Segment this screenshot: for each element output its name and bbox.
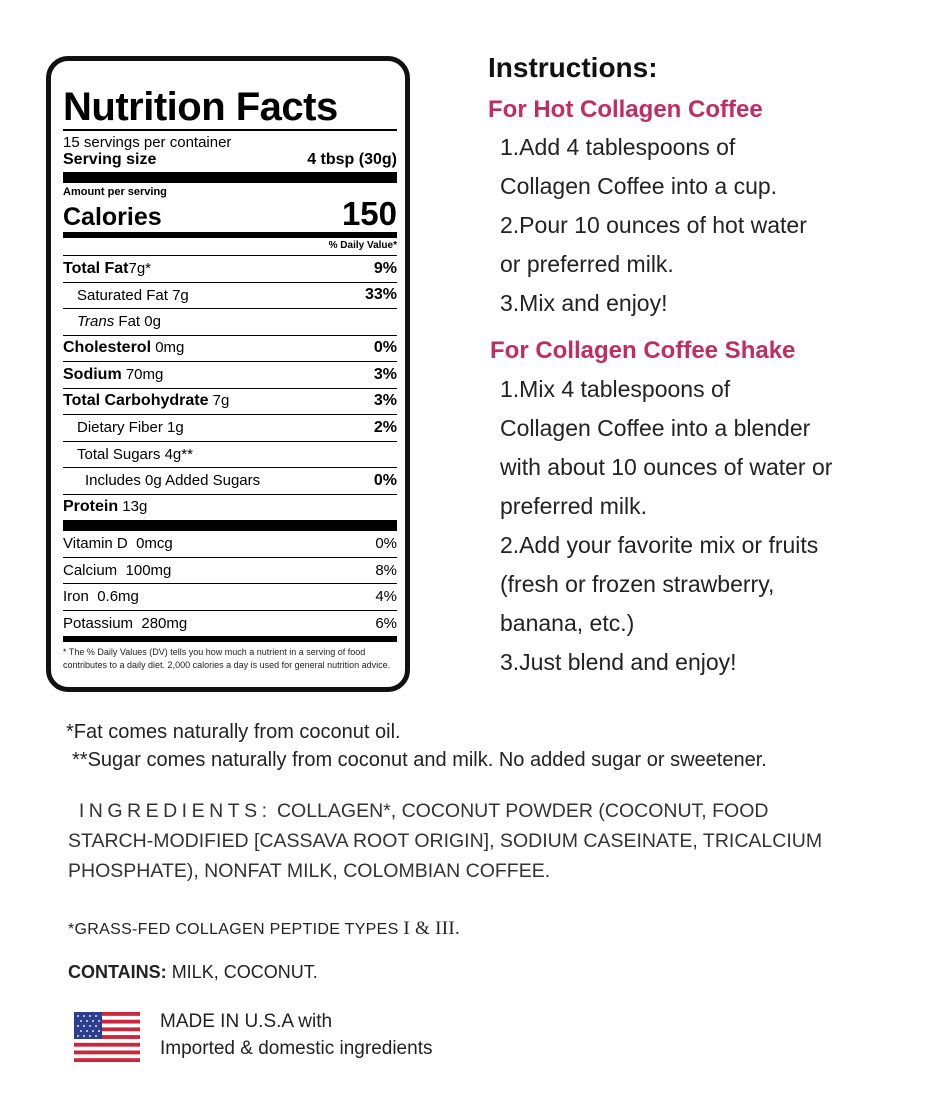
vitamin-name: Vitamin D: [63, 535, 128, 553]
nutrient-amount: 4g**: [164, 445, 193, 463]
nutrient-row-total-carbohydrate: [63, 389, 397, 416]
nutrient-row-total-sugars: [63, 442, 397, 469]
fat-note: *Fat comes naturally from coconut oil.: [66, 721, 401, 743]
calories-row: [63, 195, 397, 238]
nutrient-name: Sodium: [63, 365, 122, 383]
vitamin-dv: 4%: [375, 588, 397, 606]
shake-step-line: with about 10 ounces of water or: [500, 454, 833, 480]
nutrient-amount: Fat 0g: [118, 313, 161, 331]
ingredients-line-1: COLLAGEN*, COCONUT POWDER (COCONUT, FOOD: [276, 800, 769, 822]
vitamin-row-iron: [63, 584, 397, 611]
shake-step-line: Collagen Coffee into a blender: [500, 415, 811, 441]
hot-step-line: 2.Pour 10 ounces of hot water: [500, 212, 807, 238]
nutrient-row-protein: [63, 495, 397, 532]
nutrient-amount: 7g: [212, 392, 230, 410]
vitamin-amount: 100mg: [125, 561, 172, 579]
contains-line: [68, 962, 318, 983]
vitamin-name: Potassium: [63, 614, 134, 632]
nutrient-dv: 33%: [364, 286, 397, 304]
amount-per-serving: Amount per serving: [63, 186, 167, 198]
nutrient-name: Protein: [63, 498, 119, 516]
nutrition-title: Nutrition Facts: [63, 87, 397, 131]
nutrient-dv: 0%: [373, 471, 397, 489]
calories-value: 150: [341, 195, 397, 232]
nutrient-row-sodium: [63, 362, 397, 389]
hot-step-line: or preferred milk.: [500, 251, 674, 277]
nutrient-row-dietary-fiber: [63, 415, 397, 442]
nutrient-row-trans-fat: [63, 309, 397, 336]
hot-step-line: 1.Add 4 tablespoons of: [500, 134, 736, 160]
coffee-shake-steps: [500, 370, 832, 682]
shake-step-line: (fresh or frozen strawberry,: [500, 571, 775, 597]
vitamin-amount: 280mg: [141, 614, 188, 632]
hot-step-line: Collagen Coffee into a cup.: [500, 173, 778, 199]
vitamin-row-vitamin-d: [63, 531, 397, 558]
nutrient-dv: 3%: [373, 365, 397, 383]
daily-value-header: % Daily Value*: [63, 238, 397, 256]
nutrient-dv: 0%: [373, 339, 397, 357]
serving-size-value: 4 tbsp (30g): [307, 151, 397, 168]
nutrient-amount: 0g Added Sugars: [145, 472, 261, 490]
nutrient-dv: 3%: [373, 392, 397, 410]
nutrient-row-cholesterol: [63, 336, 397, 363]
vitamin-dv: 8%: [375, 561, 397, 579]
grass-fed-text: *GRASS-FED COLLAGEN PEPTIDE TYPES: [68, 921, 399, 938]
vitamin-amount: 0.6mg: [97, 588, 139, 606]
made-in-line-2: Imported & domestic ingredients: [160, 1038, 433, 1059]
nutrient-dv: 9%: [373, 259, 397, 277]
vitamin-dv: 6%: [375, 614, 397, 632]
vitamin-dv: 0%: [375, 535, 397, 553]
servings-per-container: 15 servings per container: [63, 134, 232, 151]
nutrient-dv: 2%: [373, 418, 397, 436]
nutrient-name: Total Fat: [63, 259, 129, 277]
us-flag-icon: [74, 1012, 140, 1062]
vitamin-name: Calcium: [63, 561, 118, 579]
shake-step-line: banana, etc.): [500, 610, 635, 636]
sugar-note: **Sugar comes naturally from coconut and milk. No added sugar or sweetener.: [72, 749, 767, 771]
ingredients-line-2: STARCH-MODIFIED [CASSAVA ROOT ORIGIN], SODIUM CASEINATE, TRICALCIUM: [68, 830, 823, 852]
nutrient-amount: 1g: [167, 419, 184, 437]
grass-fed-note: [68, 918, 460, 940]
shake-step-line: 2.Add your favorite mix or fruits: [500, 532, 819, 558]
nutrient-amount: 13g: [122, 498, 148, 516]
shake-step-line: 1.Mix 4 tablespoons of: [500, 376, 731, 402]
nutrient-amount: 0mg: [155, 339, 185, 357]
nutrient-amount: 7g*: [128, 259, 152, 277]
serving-size-row: [63, 151, 397, 183]
nutrient-row-total-fat: [63, 256, 397, 283]
nutrition-facts-label: [46, 56, 410, 692]
contains-value: MILK, COCONUT.: [171, 962, 318, 982]
nutrient-name: Dietary Fiber: [77, 419, 163, 437]
nutrient-name: Trans: [77, 313, 115, 331]
nutrient-name: Total Carbohydrate: [63, 392, 209, 410]
serving-size-label: Serving size: [63, 151, 157, 168]
nutrient-name: Cholesterol: [63, 339, 152, 357]
hot-step-line: 3.Mix and enjoy!: [500, 290, 668, 316]
vitamin-name: Iron: [63, 588, 89, 606]
shake-step-line: 3.Just blend and enjoy!: [500, 649, 737, 675]
made-in-line-1: MADE IN U.S.A with: [160, 1011, 333, 1032]
nutrient-row-saturated-fat: [63, 283, 397, 310]
ingredients-label: INGREDIENTS:: [78, 800, 272, 822]
nutrient-row-added-sugars: [63, 468, 397, 495]
ingredients-line-3: PHOSPHATE), NONFAT MILK, COLOMBIAN COFFEE.: [68, 860, 551, 882]
hot-coffee-title: For Hot Collagen Coffee: [488, 96, 763, 123]
made-in-text: [160, 1008, 432, 1062]
nutrient-name: Total Sugars: [77, 445, 161, 463]
vitamin-row-potassium: [63, 611, 397, 643]
hot-coffee-steps: [500, 128, 807, 323]
contains-label: CONTAINS:: [68, 962, 167, 982]
ingredients-block: [68, 796, 928, 886]
nutrient-amount: 7g: [172, 286, 189, 304]
collagen-types: I & III.: [403, 918, 461, 939]
nutrient-name: Includes: [85, 472, 141, 490]
made-in-usa: [74, 1008, 432, 1062]
nutrient-amount: 70mg: [125, 365, 164, 383]
calories-label: Calories: [63, 203, 162, 231]
daily-value-footnote: * The % Daily Values (DV) tells you how much a nutrient in a serving of food contributes to a daily diet. 2,000 calories a day is used for general nutrition advice.: [63, 647, 391, 670]
vitamin-amount: 0mcg: [136, 535, 173, 553]
nutrient-name: Saturated Fat: [77, 286, 168, 304]
shake-step-line: preferred milk.: [500, 493, 647, 519]
instructions-title: Instructions:: [488, 52, 658, 83]
vitamin-row-calcium: [63, 558, 397, 585]
coffee-shake-title: For Collagen Coffee Shake: [490, 337, 796, 364]
